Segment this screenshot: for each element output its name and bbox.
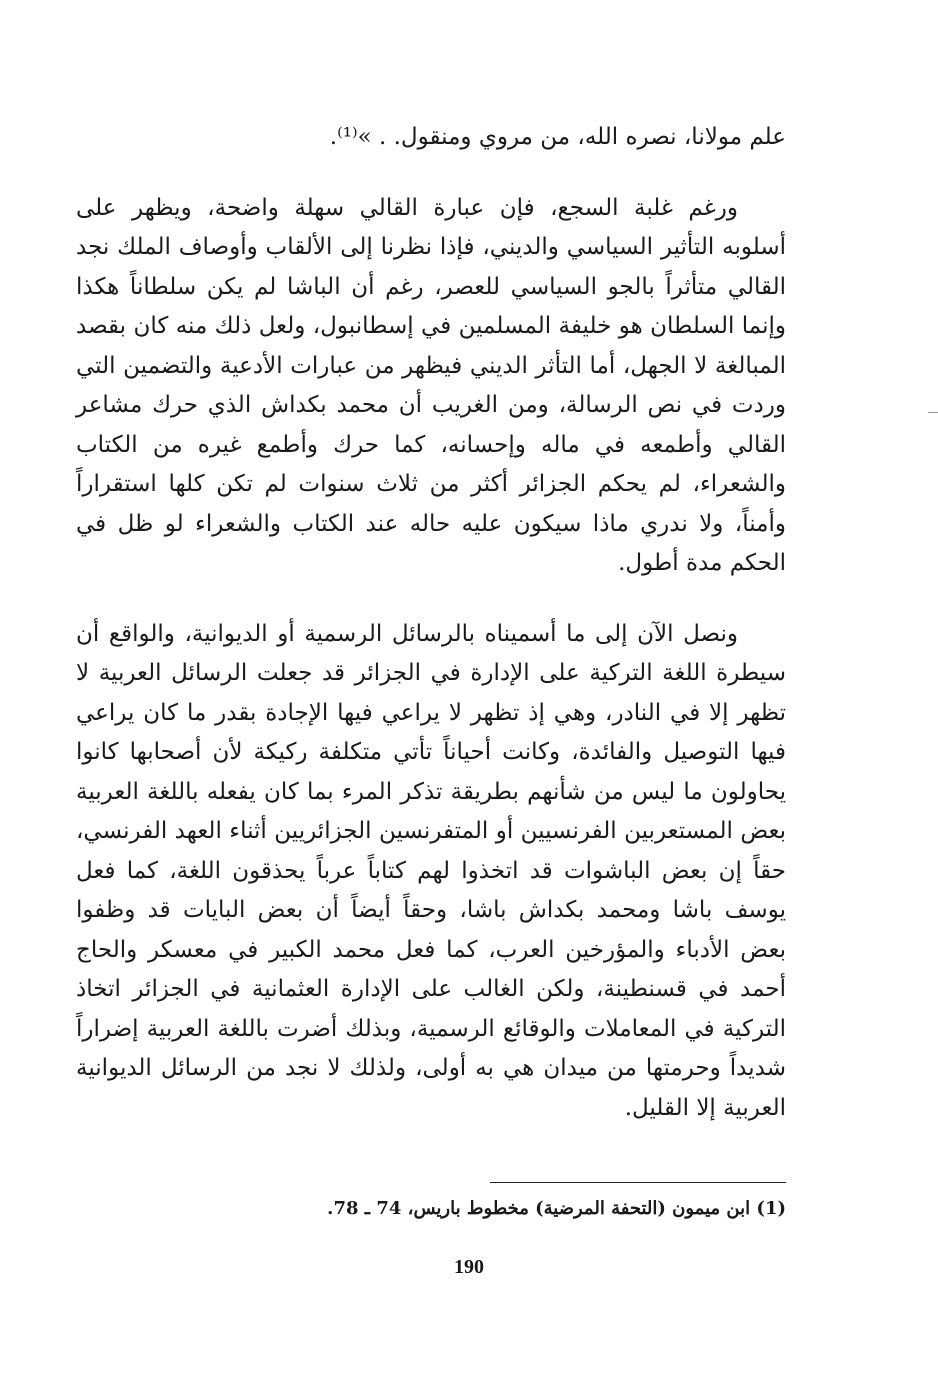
- text-line: وردت في نص الرسالة، ومن الغريب أن محمد بكداش الذي حرك مشاعر: [76, 392, 786, 418]
- text-line: فيها التوصيل والفائدة، وكانت أحياناً تأتي متكلفة ركيكة لأن أصحابها كانوا: [76, 739, 786, 765]
- text-line: تظهر إلا في النادر، وهي إذ تظهر لا يراعي فيها الإجادة بقدر ما كان يراعي: [76, 699, 786, 726]
- text-line: شديداً وحرمتها من ميدان هي به أولى، ولذلك لا نجد من الرسائل الديوانية: [76, 1055, 786, 1081]
- page-number: 190: [454, 1256, 484, 1278]
- scan-edge-mark: [928, 412, 938, 413]
- text-line: والشعراء، لم يحكم الجزائر أكثر من ثلاث سنوات لم تكن كلها استقراراً: [76, 471, 786, 497]
- paragraph-2: [76, 189, 786, 584]
- paragraph-gap: [76, 158, 786, 189]
- footnote-divider: [490, 1182, 786, 1183]
- text-line: أحمد في قسنطينة، ولكن الغالب على الإدارة العثمانية في الجزائر اتخاذ: [76, 976, 786, 1002]
- text-line: وإنما السلطان هو خليفة المسلمين في إسطانبول، ولعل ذلك منه كان بقصد: [76, 313, 786, 339]
- text-line: سيطرة اللغة التركية على الإدارة في الجزائر قد جعلت الرسائل العربية لا: [76, 660, 786, 686]
- text-line: بعض الأدباء والمؤرخين العرب، كما فعل محمد الكبير في معسكر والحاج: [76, 936, 786, 963]
- text-line: التركية في المعاملات والوقائع الرسمية، وبذلك أضرت باللغة العربية إضراراً: [76, 1015, 786, 1042]
- text-line: الحكم مدة أطول.: [618, 550, 786, 576]
- paragraph-3: [76, 615, 786, 1129]
- text-line: علم مولانا، نصره الله، من مروي ومنقول. . »⁽¹⁾.: [329, 124, 786, 150]
- text-line: وأمناً، ولا ندري ماذا سيكون عليه حاله عند الكتاب والشعراء لو ظل في: [76, 510, 786, 537]
- text-line: يوسف باشا ومحمد بكداش باشا، وحقاً أيضاً أن بعض البايات قد وظفوا: [76, 897, 786, 923]
- page-body: [76, 118, 786, 1128]
- text-line: العربية إلا القليل.: [624, 1094, 786, 1121]
- footnote: (1) ابن ميمون (التحفة المرضية) مخطوط باريس، 74 ـ 78.: [327, 1198, 786, 1219]
- text-line: ونصل الآن إلى ما أسميناه بالرسائل الرسمية أو الديوانية، والواقع أن: [76, 620, 738, 647]
- paragraph-1: [76, 118, 786, 158]
- paragraph-gap: [76, 584, 786, 615]
- text-line: يحاولون ما ليس من شأنهم بطريقة تذكر المرء بما كان يفعله باللغة العربية: [76, 778, 786, 805]
- text-line: القالي متأثراً بالجو السياسي للعصر، رغم أن الباشا لم يكن سلطاناً هكذا: [76, 273, 786, 300]
- text-line: ورغم غلبة السجع، فإن عبارة القالي سهلة واضحة، ويظهر على: [76, 194, 738, 221]
- text-line: المبالغة لا الجهل، أما التأثر الديني فيظهر من عبارات الأدعية والتضمين التي: [76, 352, 786, 379]
- text-line: أسلوبه التأثير السياسي والديني، فإذا نظرنا إلى الألقاب وأوصاف الملك نجد: [76, 234, 786, 260]
- text-line: بعض المستعربين الفرنسيين أو المتفرنسين الجزائريين أثناء العهد الفرنسي،: [76, 818, 786, 844]
- text-line: حقاً إن بعض الباشوات قد اتخذوا لهم كتاباً عرباً يحذقون اللغة، كما فعل: [76, 857, 786, 884]
- text-line: القالي وأطمعه في ماله وإحسانه، كما حرك وأطمع غيره من الكتاب: [76, 431, 786, 458]
